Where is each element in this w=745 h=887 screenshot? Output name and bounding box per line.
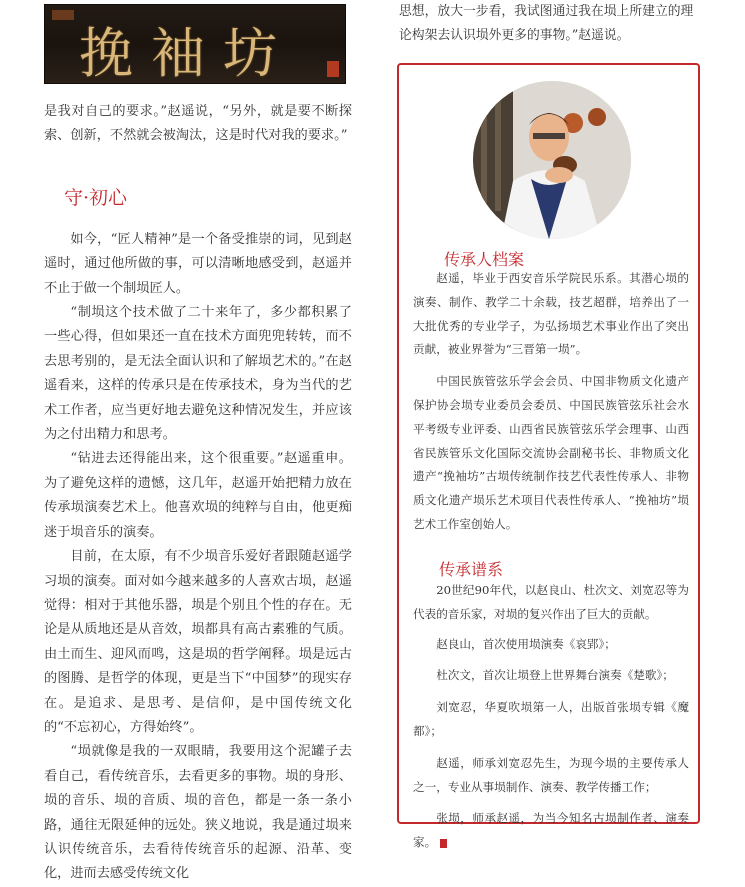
lineage-item: 杜次文，首次让埙登上世界舞台演奏《楚歌》；: [436, 668, 674, 683]
paragraph-2: “制埙这个技术做了二十来年了，多少都积累了一些心得，但如果还一直在技术方面兜兜转转，而不去思考别的，是无法全面认识和了解埙艺术的。”在赵遥看来，这样的传承只是在传承技术，身为当代的艺术工作者，应当更好地去避免这种情况发生，并应该为之付出精力和思考。: [44, 305, 352, 443]
archive-paragraph-2: 中国民族管弦乐学会会员、中国非物质文化遗产保护协会埙专业委员会委员、中国民族管弦乐社会水平考级专业评委、山西省民族管弦乐学会理事、山西省民族管乐文化国际交流协会副秘书长、非物质文化遗产“挽袖坊”古埙传统制作技艺代表性传承人、非物质文化遗产埙乐艺术项目代表性传承人、“挽袖坊”埙艺术工作室创始人。: [413, 374, 689, 531]
lineage-item: 赵良山，首次使用埙演奏《哀郢》；: [436, 636, 616, 651]
lineage-content: [413, 579, 689, 855]
inheritor-profile-box: [397, 63, 700, 850]
portrait-illustration: [473, 81, 631, 239]
lineage-paragraph: 20世纪90年代，以赵良山、杜次文、刘宽忍等为代表的音乐家，对埙的复兴作出了巨大的贡献。: [413, 583, 689, 621]
end-mark-icon: [440, 839, 447, 848]
paragraph-5: “埙就像是我的一双眼睛，我要用这个泥罐子去看自己，看传统音乐，去看更多的事物。埙的身形、埙的音乐、埙的音质、埙的音色，都是一条一条小路，通往无限延伸的远处。狭义地说，我是通过埙来认识传统音乐，去看待传统音乐的起源、沿革、变化，进而去感受传统文化: [44, 744, 352, 882]
archive-title: 传承人档案: [444, 250, 525, 269]
seal-mark-bottom: [327, 61, 339, 77]
lineage-item: 赵遥，师承刘宽忍先生，为现今埙的主要传承人之一，专业从事埙制作、演奏、教学传播工作；: [413, 755, 689, 794]
section-title: 守·初心: [64, 186, 128, 209]
lineage-item: [413, 807, 689, 855]
left-column: [44, 0, 352, 887]
archive-paragraph-1: 赵遥，毕业于西安音乐学院民乐系。其潜心埙的演奏、制作、教学二十余载，技艺超群，培养出了一大批优秀的专业学子，为弘扬埙艺术事业作出了突出贡献，被业界誉为“三晋第一埙”。: [413, 271, 689, 357]
paragraph-1: 如今，“匠人精神”是一个备受推崇的词，见到赵遥时，通过他所做的事，可以清晰地感受到，赵遥并不止于做一个制埙匠人。: [44, 231, 352, 296]
paragraph-intro: 是我对自己的要求。”赵遥说，“另外，就是要不断探索、创新，不然就会被淘汰，这是时代对我的要求。”: [44, 104, 352, 144]
portrait-photo: [473, 81, 631, 239]
lineage-item: 刘宽忍，华夏吹埙第一人，出版首张埙专辑《魔都》；: [413, 700, 689, 738]
seal-mark-top: [52, 10, 74, 20]
lineage-item-text: 张埙，师承赵遥，为当今知名古埙制作者、演奏家。: [413, 811, 689, 850]
right-column: [397, 0, 704, 48]
paragraph-3: “钻进去还得能出来，这个很重要。”赵遥重申。为了避免这样的遗憾，这几年，赵遥开始把精力放在传承埙演奏艺术上。他喜欢埙的纯粹与自由，他更痴迷于埙音乐的演奏。: [44, 451, 352, 540]
archive-content: [413, 267, 689, 537]
paragraph-continued: 思想，放大一步看，我试图通过我在埙上所建立的理论构架去认识埙外更多的事物。”赵遥说。: [399, 4, 694, 43]
lineage-title: 传承谱系: [439, 560, 504, 579]
plaque-image: [44, 4, 346, 84]
plaque-text: 挽袖坊: [79, 22, 295, 84]
paragraph-4: 目前，在太原，有不少埙音乐爱好者跟随赵遥学习埙的演奏。面对如今越来越多的人喜欢古埙，赵遥觉得：相对于其他乐器，埙是个别且个性的存在。无论是从质地还是从音效，埙都具有高古素雅的气质。由土而生、迎风而鸣，这是埙的哲学阐释。埙是远古的图腾、是哲学的体现，更是当下“中国梦”的现实存在。是追求、是思考、是信仰，是中国传统文化的“不忘初心，方得始终”。: [44, 549, 352, 735]
